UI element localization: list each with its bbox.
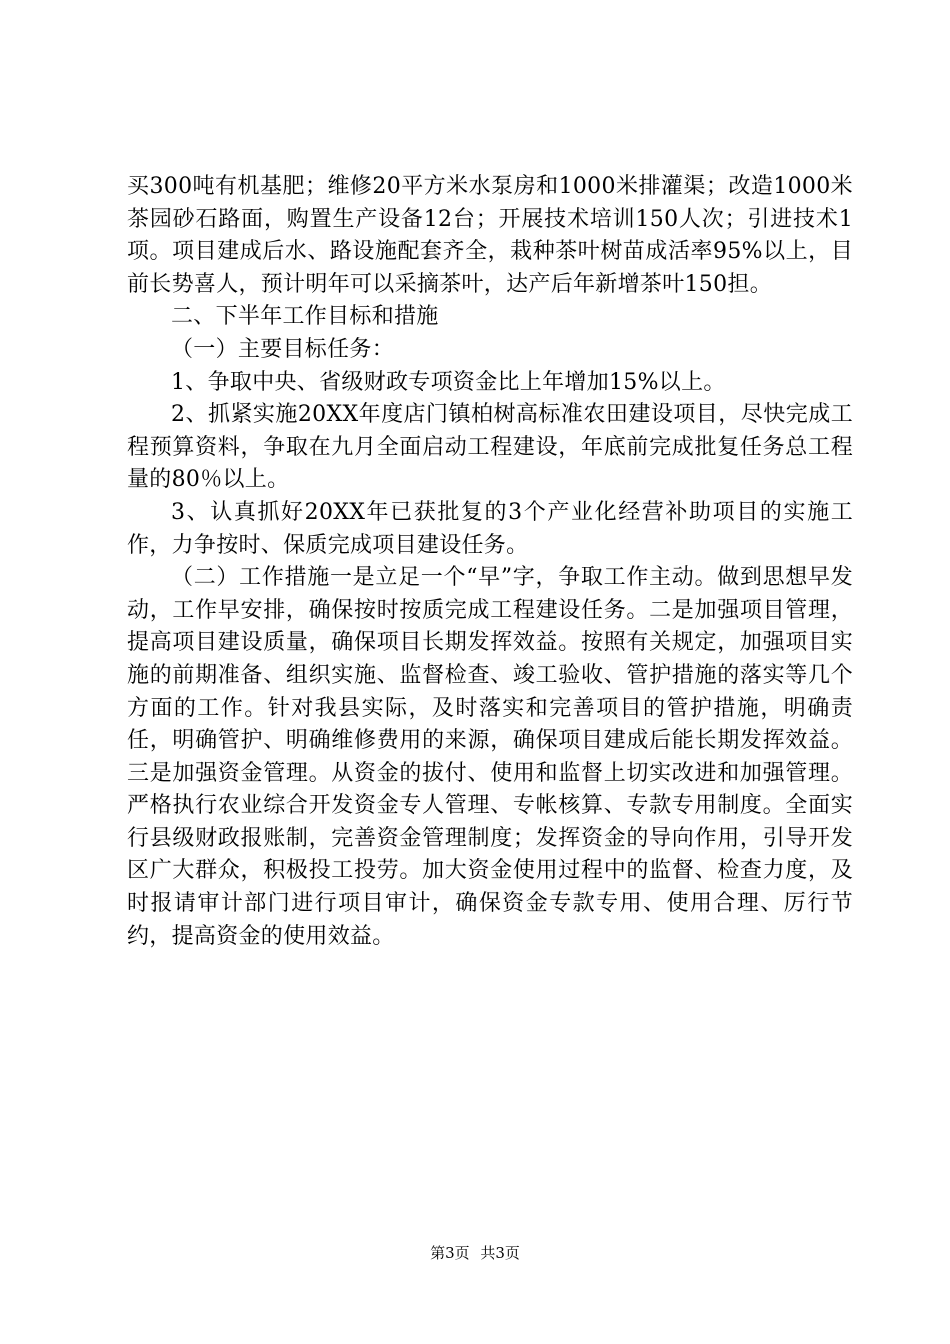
page-number-current: 第3页 [430,1244,470,1262]
section-heading: 二、下半年工作目标和措施 [171,304,439,330]
goal-item-1: 1、争取中央、省级财政专项资金比上年增加15%以上。 [171,369,726,395]
goal-item-3: 3、认真抓好20XX年已获批复的3个产业化经营补助项目的实施工作，力争按时、保质完成项目建设任务。 [127,499,853,558]
paragraph-work-measures: （二）工作措施一是立足一个“早”字，争取工作主动。做到思想早发动，工作早安排，确保按时按质完成工程建设任务。二是加强项目管理，提高项目建设质量，确保项目长期发挥效益。按照有关规定，加强项目实施的前期准备、组织实施、监督检查、竣工验收、管护措施的落实等几个方面的工作。针对我县实际，及时落实和完善项目的管护措施，明确责任，明确管护、明确维修费用的来源，确保项目建成后能长期发挥效益。三是加强资金管理。从资金的拔付、使用和监督上切实改进和加强管理。严格执行农业综合开发资金专人管理、专帐核算、专款专用制度。全面实行县级财政报账制，完善资金管理制度；发挥资金的导向作用，引导开发区广大群众，积极投工投劳。加大资金使用过程中的监督、检查力度，及时报请审计部门进行项目审计，确保资金专款专用、使用合理、厉行节约，提高资金的使用效益。 [127,565,853,949]
paragraph-project-results: 买300吨有机基肥；维修20平方米水泵房和1000米排灌渠；改造1000米茶园砂石路面，购置生产设备12台；开展技术培训150人次；引进技术1项。项目建成后水、路设施配套齐全，栽种茶叶树苗成活率95%以上，目前长势喜人，预计明年可以采摘茶叶，达产后年新增茶叶150担。 [127,174,853,297]
document-body [127,171,853,953]
subsection-heading-goals: （一）主要目标任务： [171,336,395,362]
page-number-total: 共3页 [480,1244,520,1262]
page-footer [0,1243,950,1263]
goal-item-2: 2、抓紧实施20XX年度店门镇柏树高标准农田建设项目，尽快完成工程预算资料，争取在九月全面启动工程建设，年底前完成批复任务总工程量的80％以上。 [127,402,853,493]
